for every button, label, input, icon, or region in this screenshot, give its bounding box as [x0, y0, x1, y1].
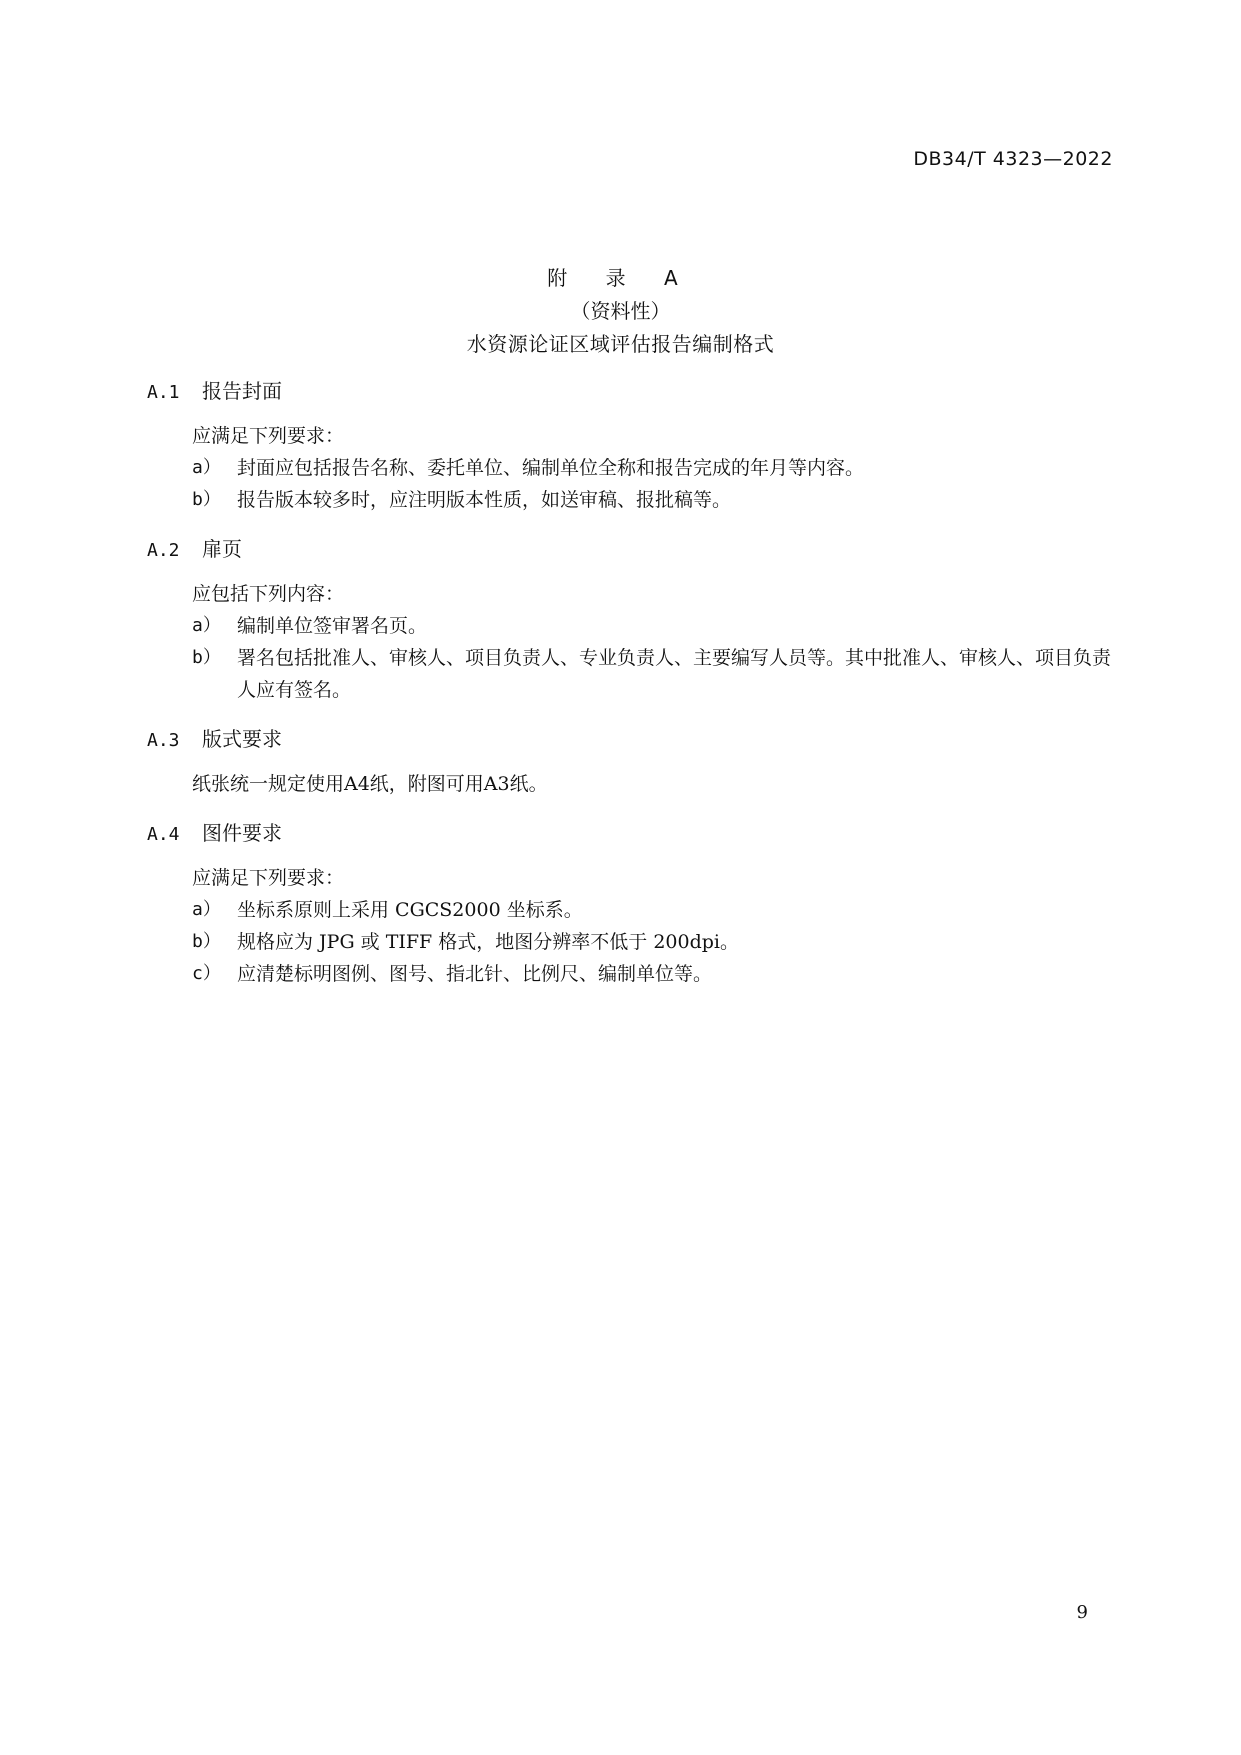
list-marker: b） — [192, 489, 221, 510]
list-item-text: 编制单位签审署名页。 — [237, 615, 428, 637]
standard-number: DB34/T 4323—2022 — [913, 148, 1113, 170]
section-heading — [147, 533, 1127, 565]
list-item-text: 应清楚标明图例、图号、指北针、比例尺、编制单位等。 — [237, 963, 713, 985]
section-heading — [147, 723, 1127, 755]
list-item-text: 封面应包括报告名称、委托单位、编制单位全称和报告完成的年月等内容。 — [237, 457, 865, 479]
section-intro: 应包括下列内容： — [192, 583, 345, 605]
list-marker: b） — [192, 931, 221, 952]
list-marker: b） — [192, 647, 221, 668]
section-number: A.1 — [147, 382, 180, 403]
list-marker: c） — [192, 963, 221, 984]
document-body — [147, 375, 1127, 990]
list-item — [147, 894, 1127, 926]
section-intro: 纸张统一规定使用A4纸，附图可用A3纸。 — [192, 773, 548, 795]
page-number: 9 — [1076, 1602, 1088, 1623]
section-title: 版式要求 — [202, 727, 282, 751]
appendix-title: 附 录 A — [547, 266, 694, 290]
section-number: A.2 — [147, 540, 180, 561]
section-title: 图件要求 — [202, 821, 282, 845]
list-marker: a） — [192, 899, 221, 920]
list-item — [147, 484, 1127, 516]
list-marker: a） — [192, 457, 221, 478]
section-number: A.3 — [147, 730, 180, 751]
section-intro: 应满足下列要求： — [192, 425, 345, 447]
section-a1 — [147, 375, 1127, 516]
section-a2 — [147, 533, 1127, 706]
section-number: A.4 — [147, 824, 180, 845]
appendix-name: 水资源论证区域评估报告编制格式 — [466, 332, 775, 356]
section-a3 — [147, 723, 1127, 800]
list-item — [147, 642, 1127, 706]
section-heading — [147, 375, 1127, 407]
appendix-nature: （资料性） — [570, 299, 671, 323]
list-item-text: 署名包括批准人、审核人、项目负责人、专业负责人、主要编写人员等。其中批准人、审核人、项目负责人应有签名。 — [237, 647, 1112, 701]
section-title: 报告封面 — [202, 379, 282, 403]
section-heading — [147, 817, 1127, 849]
section-title: 扉页 — [202, 537, 242, 561]
list-marker: a） — [192, 615, 221, 636]
list-item-text: 规格应为 JPG 或 TIFF 格式，地图分辨率不低于 200dpi。 — [237, 931, 739, 953]
list-item — [147, 610, 1127, 642]
list-item-text: 坐标系原则上采用 CGCS2000 坐标系。 — [237, 899, 583, 921]
section-a4 — [147, 817, 1127, 990]
list-item — [147, 926, 1127, 958]
list-item-text: 报告版本较多时，应注明版本性质，如送审稿、报批稿等。 — [237, 489, 732, 511]
list-item — [147, 958, 1127, 990]
list-item — [147, 452, 1127, 484]
section-intro: 应满足下列要求： — [192, 867, 345, 889]
